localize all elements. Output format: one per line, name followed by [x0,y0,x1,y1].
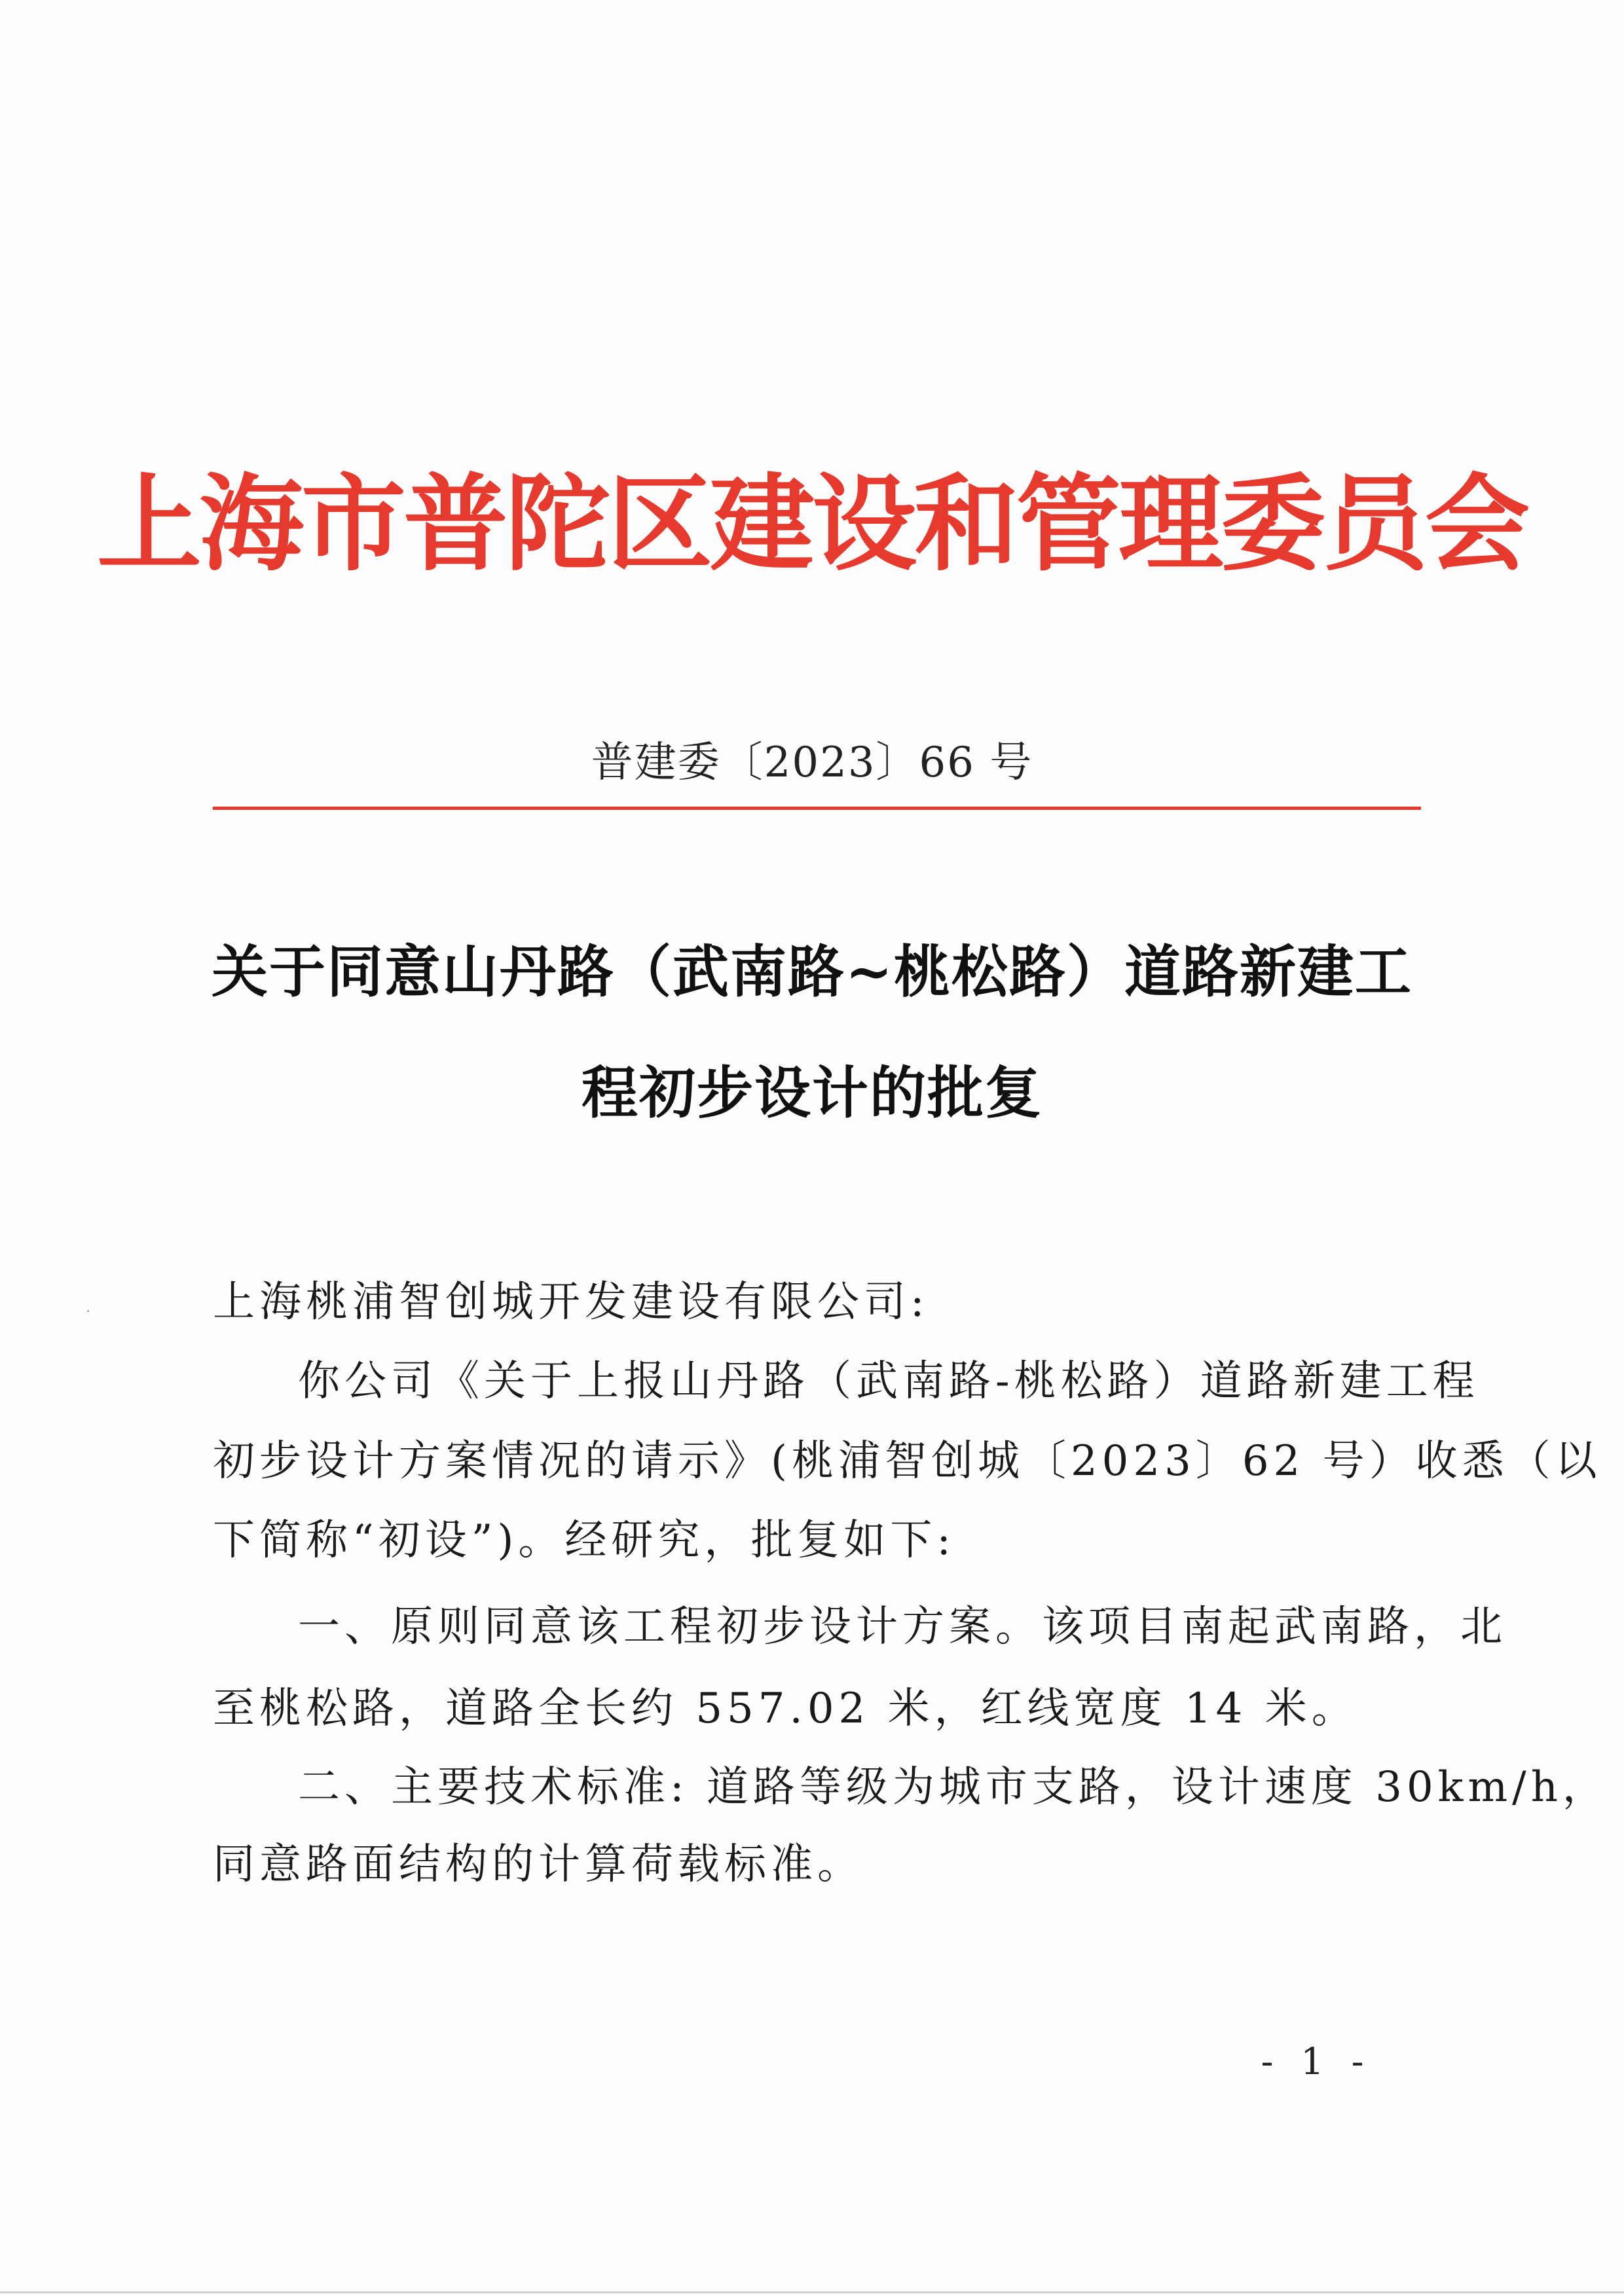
body-line: 初步设计方案情况的请示》(桃浦智创城〔2023〕62 号）收悉（以 [213,1437,1602,1485]
scan-speck [87,1310,89,1312]
letterhead-divider [213,807,1421,810]
document-number: 普建委〔2023〕66 号 [591,738,1033,787]
body-line: 你公司《关于上报山丹路（武南路-桃松路）道路新建工程 [298,1357,1479,1406]
body-line: 一、原则同意该工程初步设计方案。该项目南起武南路，北 [298,1603,1507,1651]
page-number: - 1 - [1261,2041,1372,2083]
body-line: 二、主要技术标准: 道路等级为城市支路，设计速度 30km/h， [298,1763,1609,1812]
body-line: 下简称“初设”)。经研究，批复如下: [213,1516,955,1565]
body-line: 至桃松路，道路全长约 557.02 米，红线宽度 14 米。 [213,1685,1358,1733]
scan-bottom-edge [0,2291,1624,2293]
addressee: 上海桃浦智创城开发建设有限公司: [213,1278,929,1326]
document-title-line-2: 程初步设计的批复 [581,1060,1043,1126]
issuer-letterhead: 上海市普陀区建设和管理委员会 [96,462,1527,585]
body-line: 同意路面结构的计算荷载标准。 [213,1840,864,1889]
document-title-line-1: 关于同意山丹路（武南路~桃松路）道路新建工 [211,939,1413,1005]
